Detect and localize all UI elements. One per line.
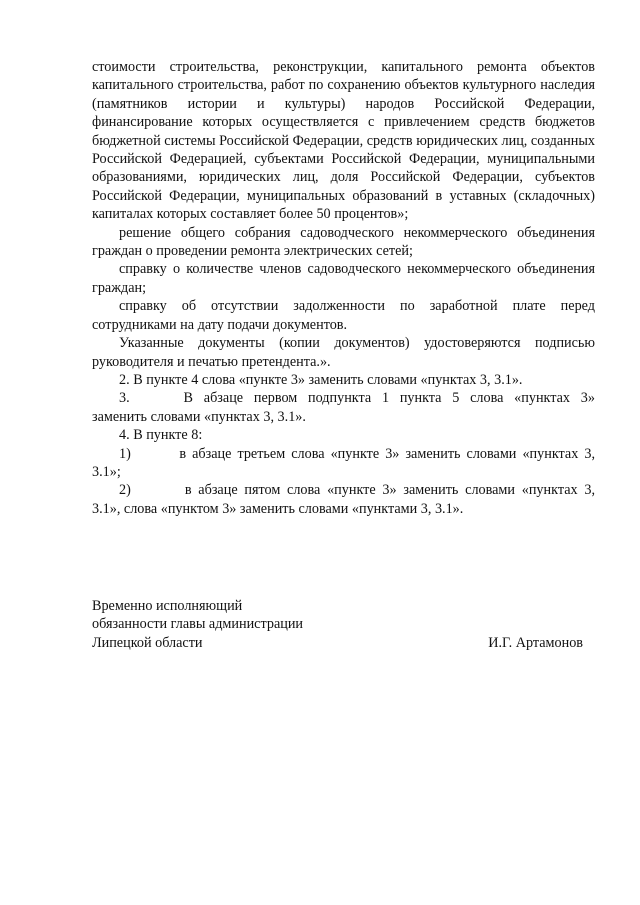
paragraph-item-3-line-1 [92,389,595,407]
paragraph-subitem-1-line-2: 3.1»; [92,463,121,480]
signature-region: Липецкой области [92,634,203,651]
signatory-name: И.Г. Артамонов [488,634,583,651]
paragraph-item-2: 2. В пункте 4 слова «пункте 3» заменить словами «пунктах 3, 3.1». [119,371,523,388]
signature-position-line-2: обязанности главы администрации [92,616,304,633]
item-3-text-line-1: В абзаце первом подпункта 1 пункта 5 слова «пунктах 3» [183,390,595,407]
paragraph-cost-list-continuation: стоимости строительства, реконструкции, капитального ремонта объектов капитального строительства, работ по сохранению объектов культурного наследия (памятников истории и культуры) народов Российской Федерации, финансирование которых осуществляется с привлечением средств бюджетов бюджетной системы Российской Федерации, средств юридических лиц, созданных Российской Федерацией, субъектами Российской Федерации, муниципальными образованиями, юридических лиц, доля Российской Федерации, субъектов Российской Федерации, муниципальных образований в уставных (складочных) капиталах которых составляет более 50 процентов»; [92,59,595,223]
paragraph-item-3-line-2: заменить словами «пунктах 3, 3.1». [92,408,306,425]
subitem-2-number: 2) [119,482,131,499]
signature-position-line-3 [92,634,595,652]
paragraph-members-count: справку о количестве членов садоводческого некоммерческого объединения граждан; [92,261,595,296]
paragraph-documents-certified: Указанные документы (копии документов) удостоверяются подписью руководителя и печатью претендента.». [92,335,595,370]
signature-position-line-1: Временно исполняющий [92,598,243,614]
paragraph-item-4: 4. В пункте 8: [119,427,203,444]
document-body [92,58,595,518]
item-3-number: 3. [119,390,130,407]
subitem-2-text-line-1: в абзаце пятом слова «пункте 3» заменить словами «пунктах 3, [184,482,595,499]
subitem-1-number: 1) [119,445,131,462]
paragraph-subitem-2-line-2: 3.1», слова «пунктом 3» заменить словами «пунктами 3, 3.1». [92,500,464,517]
subitem-1-text-line-1: в абзаце третьем слова «пункте 3» заменить словами «пунктах 3, [179,445,596,462]
paragraph-subitem-2-line-1 [92,481,595,499]
paragraph-subitem-1-line-1 [92,445,595,463]
signature-block [92,597,595,652]
paragraph-no-wage-debt: справку об отсутствии задолженности по заработной плате перед сотрудниками на дату подачи документов. [92,298,595,333]
paragraph-meeting-decision: решение общего собрания садоводческого некоммерческого объединения граждан о проведении ремонта электрических сетей; [92,224,595,260]
